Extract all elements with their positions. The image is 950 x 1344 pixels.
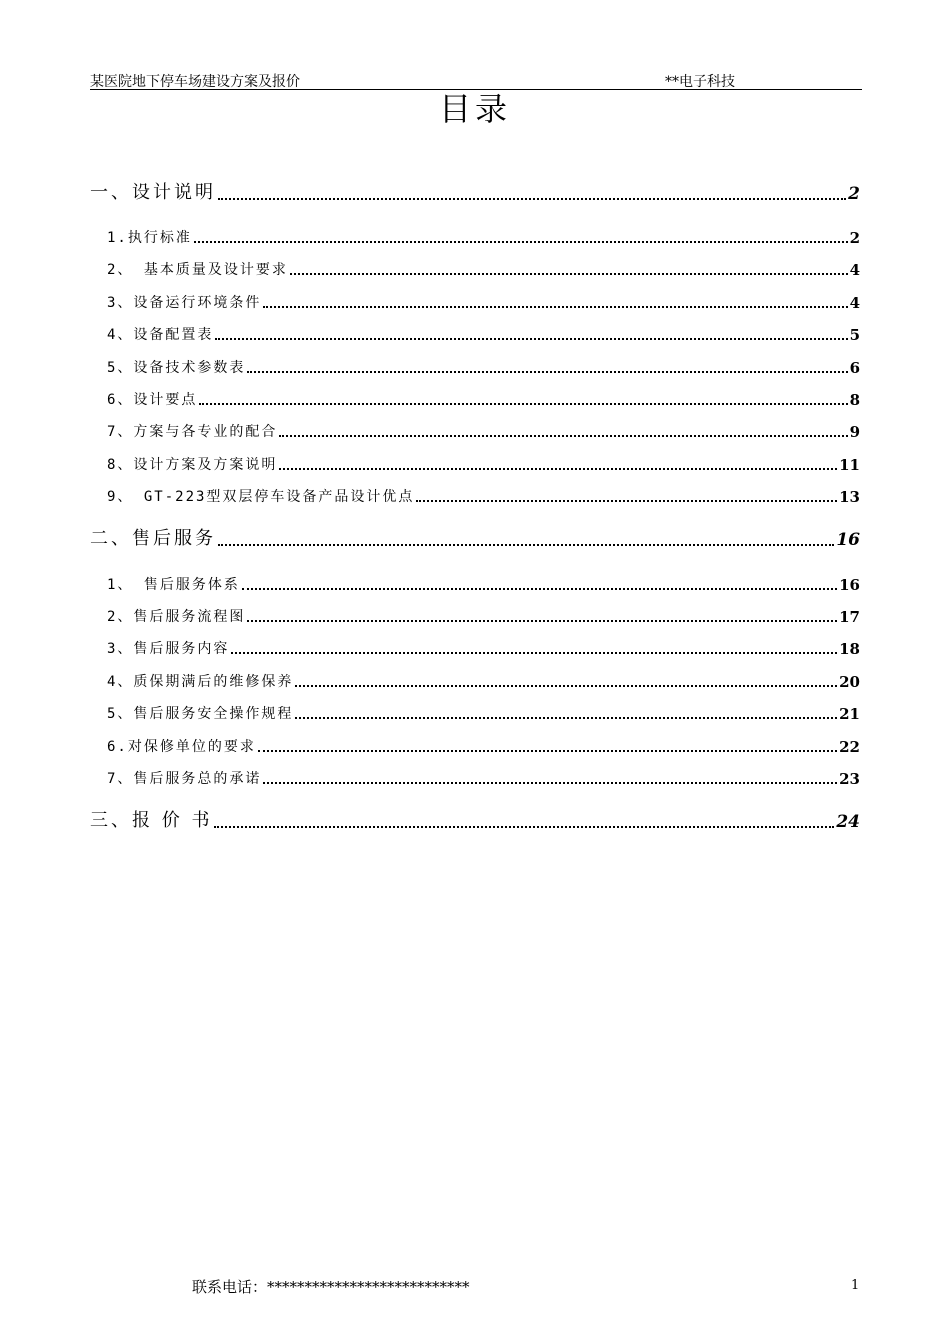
toc-page-number: 6 <box>849 359 860 377</box>
toc-leader-dots <box>279 435 847 437</box>
toc-item[interactable] <box>107 572 860 594</box>
toc-page-number: 13 <box>839 488 860 506</box>
toc-item-label: 6、设计要点 <box>107 392 198 408</box>
toc-leader-dots <box>247 620 837 622</box>
toc-leader-dots <box>231 652 837 654</box>
toc-item[interactable] <box>107 636 860 658</box>
toc-page-number: 24 <box>836 812 860 832</box>
toc-item-label: 5、售后服务安全操作规程 <box>107 706 294 722</box>
toc-section-label: 一、设计说明 <box>90 182 216 203</box>
toc-item[interactable] <box>107 766 860 788</box>
toc-page-number: 11 <box>839 456 860 474</box>
toc-page-number: 20 <box>839 673 860 691</box>
toc-item-label: 3、设备运行环境条件 <box>107 295 262 311</box>
toc-page-number: 22 <box>839 738 860 756</box>
toc-leader-dots <box>247 371 847 373</box>
toc-item[interactable] <box>107 225 860 247</box>
header-document-title: 某医院地下停车场建设方案及报价 <box>90 74 300 90</box>
toc-leader-dots <box>258 750 837 752</box>
toc-section-2[interactable] <box>90 524 860 550</box>
toc-leader-dots <box>295 717 837 719</box>
toc-item-label: 1.执行标准 <box>107 230 192 246</box>
toc-page-number: 4 <box>849 294 860 312</box>
toc-item[interactable] <box>107 452 860 474</box>
toc-page-number: 18 <box>839 640 860 658</box>
toc-item-label: 1、 售后服务体系 <box>107 577 240 593</box>
toc-leader-dots <box>218 544 834 546</box>
toc-item-label: 7、售后服务总的承诺 <box>107 771 262 787</box>
toc-page-number: 4 <box>849 261 860 279</box>
toc-page-number: 5 <box>849 326 860 344</box>
toc-item[interactable] <box>107 257 860 279</box>
toc-title: 目录 <box>438 90 511 128</box>
toc-item-label: 9、 GT-223型双层停车设备产品设计优点 <box>107 489 415 505</box>
toc-item-label: 2、 基本质量及设计要求 <box>107 262 288 278</box>
toc-page-number: 23 <box>839 770 860 788</box>
toc-item[interactable] <box>107 387 860 409</box>
toc-item[interactable] <box>107 734 860 756</box>
toc-page-number: 9 <box>849 423 860 441</box>
toc-section-label: 三、报 价 书 <box>90 810 213 831</box>
toc-section-3[interactable] <box>90 806 860 832</box>
toc-leader-dots <box>215 338 847 340</box>
toc-section-label: 二、售后服务 <box>90 528 216 549</box>
toc-item[interactable] <box>107 290 860 312</box>
toc-item-label: 3、售后服务内容 <box>107 641 230 657</box>
toc-item[interactable] <box>107 669 860 691</box>
toc-item-label: 7、方案与各专业的配合 <box>107 424 278 440</box>
toc-leader-dots <box>290 273 848 275</box>
header-company-name: **电子科技 <box>665 74 735 90</box>
toc-item[interactable] <box>107 701 860 723</box>
toc-leader-dots <box>218 198 846 200</box>
toc-item-label: 6.对保修单位的要求 <box>107 739 256 755</box>
toc-leader-dots <box>416 500 837 502</box>
toc-item-label: 4、质保期满后的维修保养 <box>107 674 294 690</box>
toc-leader-dots <box>279 468 837 470</box>
toc-page-number: 16 <box>839 576 860 594</box>
toc-leader-dots <box>194 241 848 243</box>
toc-leader-dots <box>263 782 837 784</box>
toc-page-number: 17 <box>839 608 860 626</box>
toc-leader-dots <box>242 588 837 590</box>
toc-page-number: 21 <box>839 705 860 723</box>
toc-leader-dots <box>263 306 847 308</box>
toc-item-label: 2、售后服务流程图 <box>107 609 246 625</box>
toc-page-number: 8 <box>849 391 860 409</box>
toc-item[interactable] <box>107 604 860 626</box>
toc-item[interactable] <box>107 322 860 344</box>
toc-item-label: 5、设备技术参数表 <box>107 360 246 376</box>
toc-leader-dots <box>199 403 847 405</box>
toc-item-label: 4、设备配置表 <box>107 327 214 343</box>
toc-item[interactable] <box>107 419 860 441</box>
toc-section-1[interactable] <box>90 178 860 204</box>
toc-item-label: 8、设计方案及方案说明 <box>107 457 278 473</box>
toc-leader-dots <box>214 826 834 828</box>
toc-leader-dots <box>295 685 837 687</box>
toc-page-number: 16 <box>836 530 860 550</box>
toc-item[interactable] <box>107 355 860 377</box>
footer-contact-phone: 联系电话：*************************** <box>192 1278 470 1296</box>
toc-page-number: 2 <box>848 184 860 204</box>
toc-page-number: 2 <box>849 229 860 247</box>
toc-item[interactable] <box>107 484 860 506</box>
footer-page-number: 1 <box>851 1278 860 1293</box>
